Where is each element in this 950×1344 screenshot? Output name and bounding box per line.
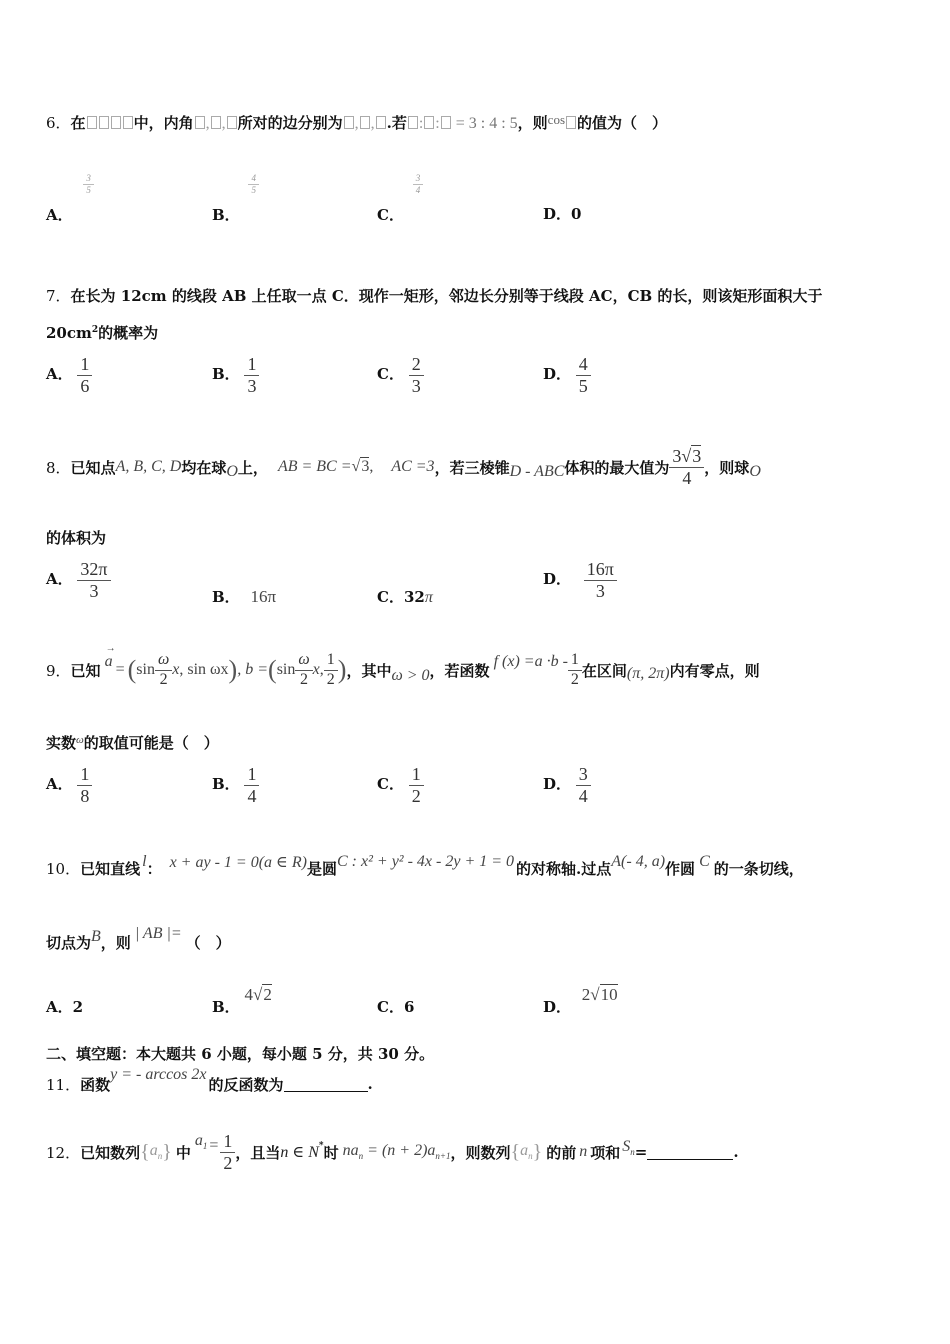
- q10-stem-line1: [46, 848, 804, 888]
- q9-option-a-label: A．: [46, 775, 73, 794]
- q8-ab-bc: AB = BC =: [277, 458, 352, 475]
- q8-number: 8．: [46, 458, 71, 477]
- q9-option-d-label: D．: [543, 775, 572, 794]
- q12-seq-a: $a_n$: [149, 1142, 163, 1162]
- q9-vector-b-eq: , b =: [237, 661, 269, 678]
- q10-option-d[interactable]: [543, 984, 618, 1016]
- q9-stem-line2: [46, 732, 219, 753]
- q10-point-a: A(- 4, a): [611, 853, 666, 870]
- q10-option-a-value: 2: [72, 998, 84, 1016]
- q9-x-1: x: [172, 661, 180, 678]
- q6-option-c[interactable]: [377, 172, 423, 224]
- q8-option-b-value: 16π: [250, 587, 277, 606]
- q6-text-6: 的值为（ ）: [577, 114, 668, 132]
- q12-half: $\frac{1}{2}$: [220, 1131, 235, 1173]
- q12-n: n: [579, 1143, 588, 1160]
- q12-a1: $a_1$: [194, 1132, 208, 1152]
- q6-stem: [46, 112, 667, 133]
- q9-lparen-a: (: [127, 655, 137, 684]
- q10-line2-a: 切点为: [46, 933, 92, 952]
- q8-ac: AC =3: [391, 458, 435, 475]
- q6-option-b-value: $\frac{4}{5}$: [248, 173, 259, 195]
- q9-text-5: 内有零点，则: [669, 661, 760, 680]
- q8-option-b-label: B．: [212, 588, 240, 606]
- q10-line-eq: x + ay - 1 = 0(a ∈ R): [169, 854, 307, 871]
- q12-seq-1-close: }: [162, 1140, 172, 1163]
- q10-option-b-label: B．: [212, 998, 240, 1016]
- q6-text-1: 在: [70, 114, 86, 132]
- q12-seq-1: {: [140, 1140, 150, 1163]
- q12-seq-2: {: [510, 1140, 521, 1163]
- q8-text-2: 均在球: [181, 458, 227, 477]
- q6-option-b-label: B．: [212, 206, 240, 224]
- q12-text-1: 已知数列: [80, 1143, 141, 1162]
- q12-text-2: 中: [175, 1143, 191, 1162]
- q12-answer-blank[interactable]: [647, 1145, 733, 1160]
- q9-option-b-label: B．: [212, 775, 240, 794]
- q7-option-c-value: $\frac{2}{3}$: [409, 354, 424, 396]
- q7-option-d-value: $\frac{4}{5}$: [576, 354, 591, 396]
- q9-line2-a: 实数: [46, 734, 77, 752]
- q9-sinwx: , sin ωx: [179, 661, 229, 678]
- q7-option-b-value: $\frac{1}{3}$: [244, 354, 259, 396]
- q7-option-c[interactable]: [377, 354, 424, 396]
- q12-rel-right: = $(n + 2)a_{n+1}$: [367, 1142, 451, 1162]
- q7-number: 7．: [46, 287, 71, 305]
- section2-heading: 二、填空题：本大题共 6 小题，每小题 5 分，共 30 分。: [46, 1045, 435, 1063]
- q9-text-4: 在区间: [581, 661, 627, 680]
- q10-line2-c: （ ）: [185, 933, 231, 952]
- q7-area: 20cm: [46, 324, 92, 342]
- q9-option-c-value: $\frac{1}{2}$: [409, 764, 424, 806]
- q7-option-d[interactable]: [543, 354, 591, 396]
- q6-option-d-label: D．: [543, 205, 572, 223]
- q9-option-d-value: $\frac{3}{4}$: [576, 764, 591, 806]
- q10-line-l: l: [142, 853, 147, 870]
- q9-option-a-value: $\frac{1}{8}$: [77, 764, 92, 806]
- q8-points: A, B, C, D: [115, 458, 182, 475]
- q6-text-4: .若: [386, 114, 407, 132]
- q12-text-8: =: [634, 1143, 648, 1161]
- q8-option-c-value: 32: [403, 588, 425, 606]
- q6-text-2: 中，内角: [133, 114, 194, 132]
- q9-stem-line1: 9． 已知 → a = ( sin $\frac{\omega}{2}$ x , sin ωx ) , b = ( sin $\frac{\omega}{2}$ x , $\frac{1}{2}$ ) ，其中 ω > 0 ，若函数 f (x) = a ·b - $\frac{1}{2}$ 在区间 (π, 2π) 内有零点，则: [46, 643, 760, 688]
- q9-number: 9．: [46, 661, 71, 680]
- q8-stem-line2: 的体积为: [46, 529, 107, 547]
- q7-stem-line1: [46, 285, 822, 306]
- q9-rparen-a: ): [228, 655, 238, 684]
- q6-ratio: = 3 : 4 : 5: [455, 115, 518, 132]
- q9-fx: f (x) =: [493, 653, 535, 670]
- q8-text-5: 体积的最大值为: [564, 458, 670, 477]
- q8-sqrt3: √3: [351, 458, 370, 475]
- q12-text-4: 时: [323, 1143, 339, 1162]
- q9-half-omega-2: $\frac{\omega}{2}$: [295, 651, 312, 689]
- q12-text-7: 项和: [590, 1143, 621, 1162]
- q8-vmax: $\frac{3√3}{4}$: [669, 446, 704, 488]
- q8-option-c-pi: π: [424, 589, 433, 606]
- q9-text-2: ，其中: [346, 661, 392, 680]
- q9-adotb: a ·b -: [534, 653, 568, 670]
- q8-option-d-value: $\frac{16\pi}{3}$: [584, 559, 617, 601]
- q9-option-c[interactable]: [377, 764, 424, 806]
- q10-circle-eq: C : x² + y² - 4x - 2y + 1 = 0: [337, 853, 515, 870]
- q11-function: y = - arccos 2x: [110, 1066, 207, 1083]
- q7-stem-line2: [46, 322, 158, 343]
- q6-option-c-label: C．: [377, 206, 404, 224]
- q9-half-2: $\frac{1}{2}$: [568, 651, 582, 689]
- q7-option-b[interactable]: [212, 354, 259, 396]
- q6-number: 6．: [46, 114, 71, 132]
- q6-cos: cos: [547, 112, 566, 127]
- q9-x-2: x: [312, 661, 320, 678]
- q10-text-6: 的一条切线，: [713, 859, 804, 878]
- q9-sin-2: sin: [276, 661, 296, 678]
- q6-text-5: ，则: [517, 114, 548, 132]
- q8-sphere-2: O: [749, 463, 761, 480]
- q8-sphere: O: [226, 463, 238, 480]
- q6-option-d[interactable]: [543, 203, 581, 224]
- q10-line2-b: ，则: [100, 933, 131, 952]
- q8-option-c-label: C．: [377, 588, 404, 606]
- q6-ratio-boxes: : :: [407, 114, 452, 132]
- q9-half-1: $\frac{1}{2}$: [324, 651, 338, 689]
- q6-option-a-label: A．: [46, 206, 73, 224]
- q6-option-b[interactable]: [212, 172, 259, 224]
- q9-omega-var: ω: [76, 734, 84, 746]
- q12-text-9: .: [733, 1143, 739, 1161]
- q10-number: 10．: [46, 859, 81, 878]
- q7-option-c-label: C．: [377, 365, 404, 384]
- q6-cos-arg: [566, 116, 576, 129]
- q8-option-d-label: D．: [543, 570, 572, 589]
- q12-seq-2-a: $a_n$: [520, 1142, 533, 1162]
- q7-option-d-label: D．: [543, 365, 572, 384]
- q7-text-1: 在长为 12cm 的线段 AB 上任取一点 C．现作一矩形，邻边长分别等于线段 AC，CB 的长，则该矩形面积大于: [70, 287, 823, 305]
- q12-eq: =: [209, 1137, 219, 1154]
- q7-option-a[interactable]: [46, 354, 92, 396]
- q11-text-1: 函数: [80, 1075, 111, 1094]
- q10-text-4: 的对称轴.过点: [516, 859, 612, 878]
- q6-option-c-value: $\frac{3}{4}$: [413, 173, 424, 195]
- q9-option-d[interactable]: [543, 764, 591, 806]
- q8-option-a[interactable]: [46, 559, 111, 601]
- q6-option-a[interactable]: [46, 172, 94, 224]
- q10-option-d-label: D．: [543, 998, 572, 1016]
- q10-text-1: 已知直线: [80, 859, 141, 878]
- q10-text-3: 是圆: [306, 859, 337, 878]
- q11-text-2: 的反函数为: [208, 1075, 284, 1094]
- q6-sides-placeholder: , ,: [343, 114, 387, 132]
- q10-option-c-value: 6: [403, 998, 415, 1016]
- q8-text-1: 已知点: [70, 458, 116, 477]
- q10-text-5: 作圆: [665, 859, 696, 878]
- q8-option-a-label: A．: [46, 570, 73, 589]
- q11-text-3: .: [367, 1075, 373, 1093]
- q10-point-b: B: [91, 928, 101, 945]
- q9-rparen-b: ): [337, 655, 347, 684]
- q10-option-b[interactable]: [212, 984, 272, 1016]
- q8-text-6: ，则球: [704, 458, 750, 477]
- q8-option-c[interactable]: [377, 586, 433, 607]
- q12-star: *: [318, 1141, 324, 1151]
- q9-omega-cond: ω > 0: [391, 667, 430, 684]
- q12-rel-left: $na_n$: [342, 1142, 364, 1162]
- q11-number: 11．: [46, 1075, 81, 1094]
- q12-stem: [46, 1124, 739, 1180]
- q11-stem: [46, 1066, 373, 1102]
- q9-option-b[interactable]: [212, 764, 259, 806]
- q10-ab: | AB |=: [134, 925, 182, 942]
- q9-sin-1: sin: [136, 661, 155, 678]
- q12-seq-2-close: }: [532, 1140, 543, 1163]
- q8-tetra: D - ABC: [509, 463, 565, 480]
- q9-text-3: ，若函数: [429, 661, 490, 680]
- q9-option-b-value: $\frac{1}{4}$: [244, 764, 259, 806]
- q10-option-d-value: 2√10: [581, 985, 618, 1004]
- q8-text-3: 上，: [237, 458, 268, 477]
- q9-text-1: 已知: [70, 661, 101, 680]
- q8-comma: ,: [369, 458, 374, 475]
- q10-option-c[interactable]: [377, 996, 414, 1017]
- q10-option-c-label: C．: [377, 998, 404, 1016]
- q10-circle-c: C: [699, 853, 710, 870]
- q12-text-3: ，且当: [235, 1143, 281, 1162]
- q11-answer-blank[interactable]: [284, 1077, 368, 1092]
- q9-lparen-b: (: [268, 655, 277, 684]
- q8-option-a-value: $\frac{32\pi}{3}$: [77, 559, 110, 601]
- q9-line2-b: 的取值可能是（ ）: [83, 734, 219, 752]
- q7-option-b-label: B．: [212, 365, 240, 384]
- q12-text-6: 的前: [546, 1143, 577, 1162]
- q9-eq: =: [115, 661, 125, 678]
- q7-area-sup: 2: [91, 325, 99, 335]
- q6-angles-placeholder: , ,: [194, 114, 238, 132]
- q10-option-b-value: 4√2: [244, 985, 272, 1004]
- q6-option-d-value: 0: [571, 205, 582, 223]
- q6-text-3: 所对的边分别为: [237, 114, 343, 132]
- q7-option-a-label: A．: [46, 365, 73, 384]
- q8-option-b[interactable]: [212, 586, 276, 607]
- q9-vector-a: → a: [104, 643, 116, 670]
- q7-text-2: 的概率为: [98, 324, 159, 342]
- q9-interval: (π, 2π): [626, 665, 670, 682]
- q10-option-a[interactable]: [46, 996, 83, 1017]
- q10-text-2: ：: [146, 859, 162, 878]
- q8-option-d[interactable]: [543, 559, 617, 601]
- q7-option-a-value: $\frac{1}{6}$: [77, 354, 92, 396]
- q10-stem-line2: [46, 925, 231, 959]
- q9-half-omega-1: $\frac{\omega}{2}$: [155, 651, 172, 689]
- q8-text-4: ，若三棱锥: [434, 458, 510, 477]
- q9-option-c-label: C．: [377, 775, 404, 794]
- q9-option-a[interactable]: [46, 764, 92, 806]
- q10-option-a-label: A．: [46, 998, 73, 1016]
- q12-sn: $S_n$: [622, 1138, 635, 1158]
- q12-text-5: ，则数列: [450, 1143, 511, 1162]
- q6-option-a-value: $\frac{3}{5}$: [83, 173, 94, 195]
- q6-triangle-placeholder: [86, 114, 134, 132]
- q12-n-cond: n ∈ N: [280, 1144, 319, 1161]
- q8-stem-line1: [46, 442, 761, 492]
- q12-number: 12．: [46, 1143, 81, 1162]
